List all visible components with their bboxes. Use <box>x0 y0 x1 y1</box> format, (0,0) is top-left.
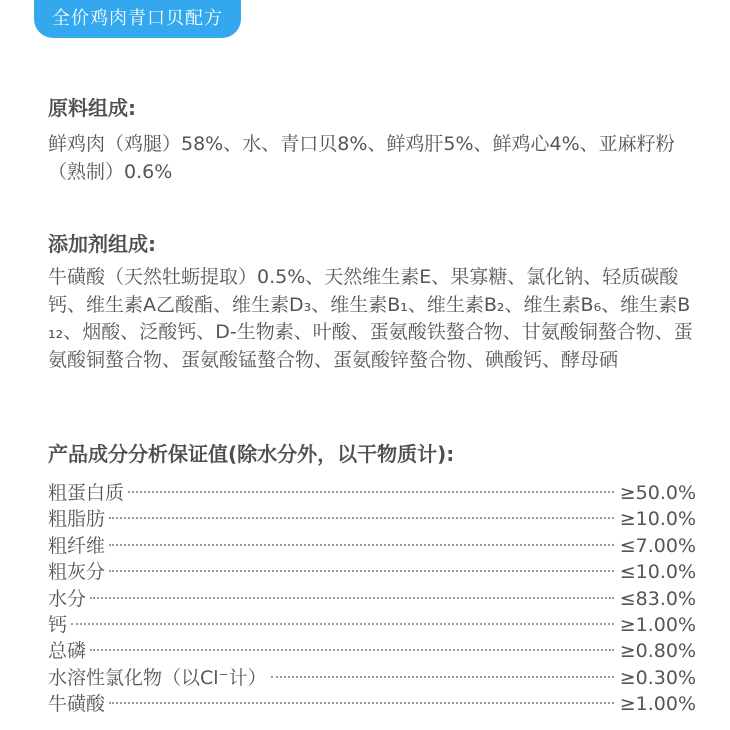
additives-section <box>48 230 696 374</box>
analysis-row <box>48 506 696 532</box>
analysis-row-value: ≥1.00% <box>619 613 696 636</box>
dot-leader <box>128 491 614 493</box>
analysis-row <box>48 612 696 638</box>
formula-tag: 全价鸡肉青口贝配方 <box>34 0 241 38</box>
raw-materials-section <box>48 94 696 186</box>
analysis-heading: 产品成分分析保证值(除水分外，以干物质计): <box>48 442 455 466</box>
dot-leader <box>109 570 614 572</box>
analysis-row-name: 粗脂肪 <box>48 508 106 531</box>
analysis-row <box>48 638 696 664</box>
analysis-row <box>48 533 696 559</box>
analysis-row-value: ≥10.0% <box>619 508 696 531</box>
analysis-row <box>48 559 696 585</box>
dot-leader <box>271 676 614 678</box>
analysis-row-value: ≥0.30% <box>619 666 696 689</box>
analysis-row <box>48 480 696 506</box>
dot-leader <box>90 649 614 651</box>
analysis-row-value: ≤10.0% <box>619 561 696 584</box>
additives-heading: 添加剂组成: <box>48 232 156 256</box>
analysis-row-name: 水分 <box>48 587 87 610</box>
dot-leader <box>109 517 614 519</box>
dot-leader <box>109 702 614 704</box>
analysis-row-name: 牛磺酸 <box>48 693 106 716</box>
analysis-row <box>48 691 696 717</box>
analysis-row-name: 粗纤维 <box>48 534 106 557</box>
raw-materials-heading: 原料组成: <box>48 96 136 120</box>
dot-leader <box>90 597 614 599</box>
analysis-row-value: ≥1.00% <box>619 693 696 716</box>
analysis-row-name: 总磷 <box>48 640 87 663</box>
additives-text: 牛磺酸（天然牡蛎提取）0.5%、天然维生素E、果寡糖、氯化钠、轻质碳酸钙、维生素A乙酸酯、维生素D₃、维生素B₁、维生素B₂、维生素B₆、维生素B₁₂、烟酸、泛酸钙、D-生物素、叶酸、蛋氨酸铁螯合物、甘氨酸铜螯合物、蛋氨酸铜螯合物、蛋氨酸锰螯合物、蛋氨酸锌螯合物、碘酸钙、酵母硒 <box>48 266 693 371</box>
analysis-row-value: ≤7.00% <box>619 534 696 557</box>
analysis-row-name: 水溶性氯化物（以Cl⁻计） <box>48 666 267 689</box>
analysis-row-name: 粗灰分 <box>48 561 106 584</box>
dot-leader <box>71 623 614 625</box>
analysis-row-value: ≤83.0% <box>619 587 696 610</box>
analysis-row-value: ≥0.80% <box>619 640 696 663</box>
analysis-row-name: 钙 <box>48 613 68 636</box>
analysis-section <box>48 440 696 718</box>
dot-leader <box>109 544 614 546</box>
analysis-row <box>48 665 696 691</box>
analysis-row-name: 粗蛋白质 <box>48 482 125 504</box>
analysis-row-value: ≥50.0% <box>619 482 696 504</box>
analysis-table <box>48 480 696 718</box>
raw-materials-text: 鲜鸡肉（鸡腿）58%、水、青口贝8%、鲜鸡肝5%、鲜鸡心4%、亚麻籽粉（熟制）0.6% <box>48 133 675 183</box>
analysis-row <box>48 586 696 612</box>
